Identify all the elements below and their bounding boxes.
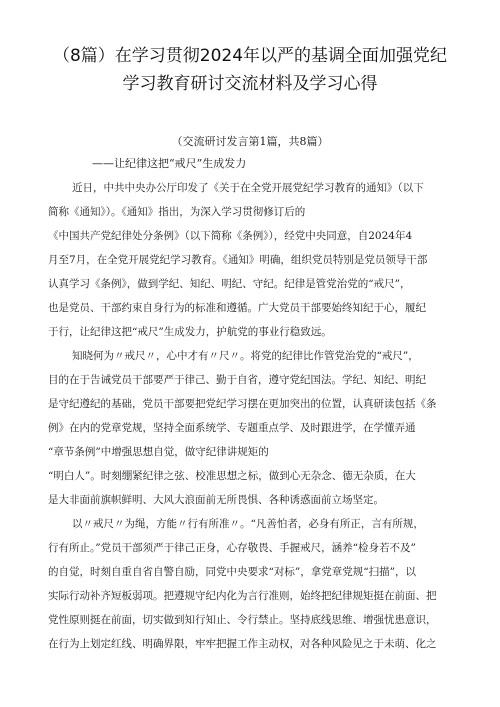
body-line: 月至7月，在全党开展党纪学习教育。《通知》明确，组织党员特别是党员领导干部 bbox=[48, 254, 428, 266]
body-line: 党性原则挺在前面，切实做到知行知止、令行禁止。坚持底线思维、增强忧患意识， bbox=[48, 614, 437, 626]
body-line: 知晓何为〃戒尺〃，心中才有〃尺〃。将党的纪律比作管党治党的“戒尺”， bbox=[72, 350, 419, 362]
body-line: 近日，中共中央办公厅印发了《关于在全党开展党纪学习教育的通知》（以下 bbox=[72, 182, 424, 194]
body-line: 也是党员、干部约束自身行为的标准和遵循。广大党员干部要始终知纪于心，履纪 bbox=[48, 302, 426, 314]
body-line: 是守纪遵纪的基础，党员干部要把党纪学习摆在更加突出的位置，认真研读包括《条 bbox=[48, 398, 437, 410]
body-line: 的自觉，时刻自重自省自警自励，同党中央要求“对标”，拿党章党规“扫描”，以 bbox=[48, 566, 416, 578]
body-line: 简称《通知》）。《通知》指出，为深入学习贯彻修订后的 bbox=[48, 206, 306, 218]
article-meta: （交流研讨发言第1篇，共8篇） bbox=[171, 135, 329, 148]
document-title-line-1: （8篇）在学习贯彻2024年以严的基调全面加强党纪 bbox=[52, 46, 448, 66]
body-line: 目的在于告诫党员干部要严于律己、勤于自省，遵守党纪国法。学纪、知纪、明纪 bbox=[48, 374, 426, 386]
article-subheading: ——让纪律这把“戒尺”生成发力 bbox=[92, 157, 247, 170]
document-title-line-2: 学习教育研讨交流材料及学习心得 bbox=[122, 74, 378, 94]
body-line: “章节条例”中增强思想自觉，做守纪律讲规矩的 bbox=[48, 446, 269, 458]
body-line: 于行，让纪律这把“戒尺”生成发力，护航党的事业行稳致远。 bbox=[48, 326, 332, 338]
body-line: 行有所止。”党员干部须严于律己正身，心存敬畏、手握戒尺，涵养“检身若不及” bbox=[48, 542, 416, 554]
body-line: 认真学习《条例》，做到学纪、知纪、明纪、守纪。纪律是管党治党的“戒尺”， bbox=[48, 278, 411, 290]
body-line: 实际行动补齐短板弱项。把遵规守纪内化为言行准则，始终把纪律规矩挺在前面、把 bbox=[48, 590, 437, 602]
body-line: 以〃戒尺〃为绳，方能〃行有所准〃。“凡善怕者，必身有所正，言有所规， bbox=[72, 518, 424, 530]
body-line: 是大非面前旗帜鲜明、大风大浪面前无所畏惧、各种诱惑面前立场坚定。 bbox=[48, 494, 384, 506]
body-line: 在行为上划定红线、明确界限，牢牢把握工作主动权，对各种风险见之于未萌、化之 bbox=[48, 638, 437, 650]
body-line: “明白人”。时刻绷紧纪律之弦、校准思想之标，做到心无杂念、德无杂质，在大 bbox=[48, 470, 416, 482]
body-line: 例》在内的党章党规，坚持全面系统学、专题重点学、及时跟进学，在学懂弄通 bbox=[48, 422, 416, 434]
body-line: 《中国共产党纪律处分条例》（以下简称《条例》），经党中央同意，自2024年4 bbox=[48, 230, 413, 242]
